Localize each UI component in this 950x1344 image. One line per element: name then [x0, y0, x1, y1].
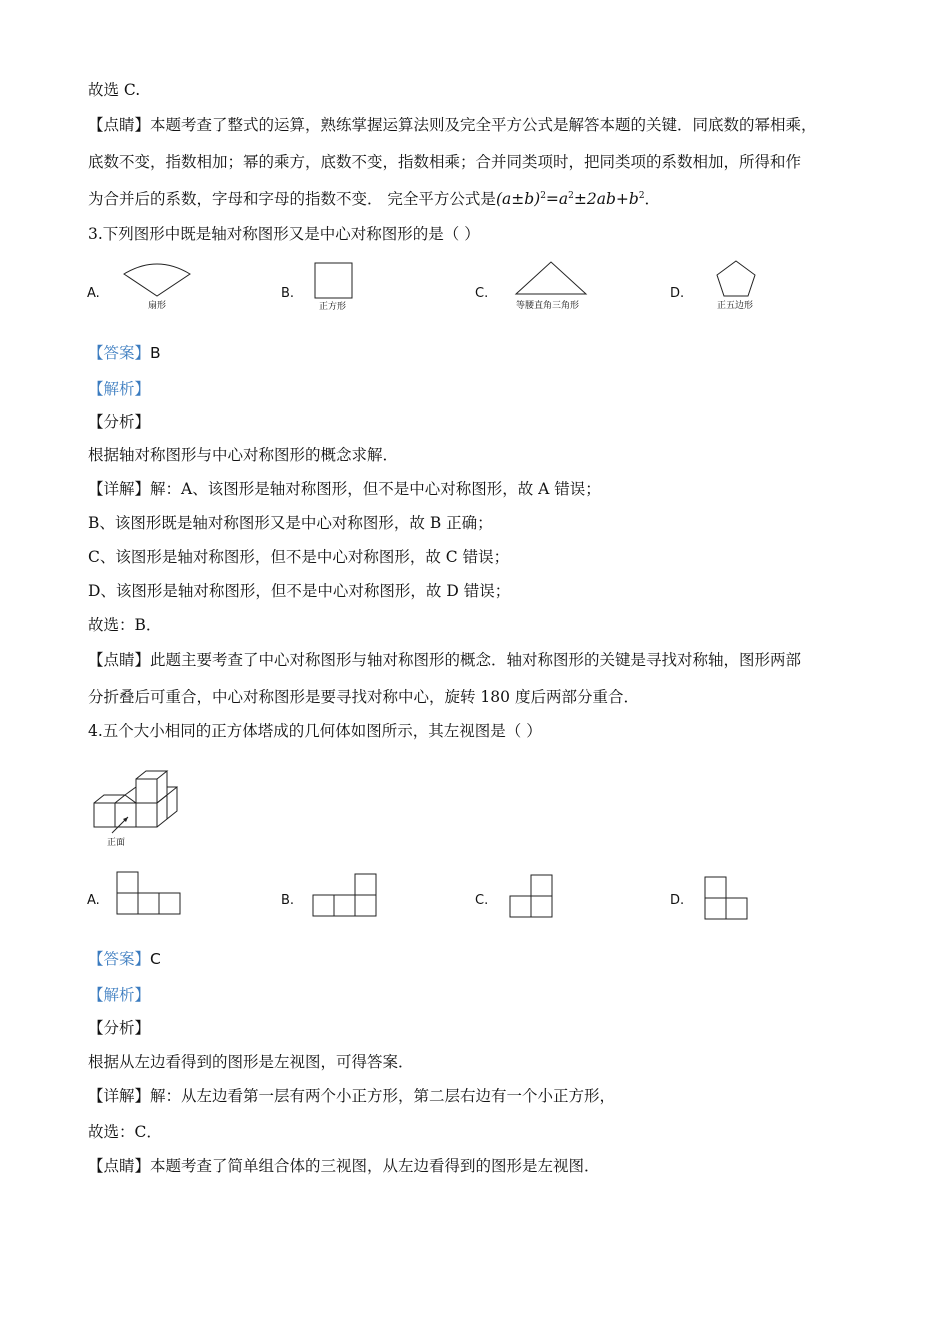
answer-3	[88, 343, 161, 363]
text-line: C、该图形是轴对称图形，但不是中心对称图形，故 C 错误；	[88, 548, 510, 566]
view-option-c	[509, 874, 557, 920]
formula-part: ±2ab+b	[573, 190, 639, 208]
exponent: 2	[568, 190, 574, 201]
text-segment: ．	[644, 190, 661, 208]
answer-4	[88, 949, 161, 969]
formula-line	[88, 189, 660, 209]
text-line: 【点睛】本题考查了简单组合体的三视图，从左边看得到的图形是左视图．	[88, 1157, 600, 1175]
text-line: 【详解】解：A、该图形是轴对称图形，但不是中心对称图形，故 A 错误；	[88, 480, 601, 498]
cube-stack-figure	[90, 765, 185, 837]
text-line: 故选：C．	[88, 1123, 162, 1141]
option-d-label: D.	[670, 893, 685, 908]
triangle-figure	[514, 260, 588, 296]
view-option-d	[704, 876, 752, 922]
question-3-title: 3.下列图形中既是轴对称图形又是中心对称图形的是（ ）	[88, 225, 480, 243]
text-segment: 为合并后的系数，字母和字母的指数不变． 完全平方公式是	[88, 190, 496, 208]
text-line: 故选 C.	[88, 81, 141, 99]
text-line: 【点睛】此题主要考查了中心对称图形与轴对称图形的概念．轴对称图形的关键是寻找对称轴，图形两部	[88, 651, 802, 669]
option-d-caption: 正五边形	[717, 301, 754, 311]
front-caption: 正面	[107, 838, 126, 848]
square-figure	[314, 262, 354, 300]
section-heading: 【分析】	[88, 1019, 151, 1037]
option-c-label: C.	[475, 893, 489, 908]
text-line: 分折叠后可重合，中心对称图形是要寻找对称中心，旋转 180 度后两部分重合．	[88, 688, 639, 706]
option-d-label: D.	[670, 286, 685, 301]
option-b-caption: 正方形	[319, 302, 347, 312]
question-4-title: 4.五个大小相同的正方体塔成的几何体如图所示，其左视图是（ ）	[88, 722, 542, 740]
option-c-label: C.	[475, 286, 489, 301]
view-option-a	[116, 871, 184, 917]
text-line: 根据轴对称图形与中心对称图形的概念求解．	[88, 446, 399, 464]
exponent: 2	[540, 190, 546, 201]
option-a-label: A.	[87, 893, 100, 908]
answer-value: C	[150, 950, 161, 968]
sector-figure	[120, 262, 194, 298]
text-line: 【详解】解：从左边看第一层有两个小正方形，第二层右边有一个小正方形，	[88, 1087, 616, 1105]
text-line: 根据从左边看得到的图形是左视图，可得答案．	[88, 1053, 414, 1071]
formula-part: (a±b)	[495, 190, 541, 208]
section-heading: 【分析】	[88, 413, 151, 431]
option-c-caption: 等腰直角三角形	[516, 301, 580, 311]
view-option-b	[312, 873, 380, 919]
option-a-caption: 扇形	[148, 301, 167, 311]
text-line: 【点睛】本题考查了整式的运算，熟练掌握运算法则及完全平方公式是解答本题的关键．同底数的幂相乘，	[88, 116, 817, 134]
analysis-heading: 【解析】	[88, 380, 151, 398]
option-b-label: B.	[281, 893, 295, 908]
analysis-heading: 【解析】	[88, 986, 151, 1004]
answer-label: 【答案】	[88, 344, 151, 362]
exponent: 2	[638, 190, 645, 201]
formula-part: =a	[545, 190, 569, 208]
answer-label: 【答案】	[88, 950, 151, 968]
text-line: B、该图形既是轴对称图形又是中心对称图形，故 B 正确；	[88, 514, 493, 532]
pentagon-figure	[714, 259, 758, 299]
answer-value: B	[150, 344, 161, 362]
option-b-label: B.	[281, 286, 295, 301]
text-line: D、该图形是轴对称图形，但不是中心对称图形，故 D 错误；	[88, 582, 511, 600]
option-a-label: A.	[87, 286, 100, 301]
text-line: 底数不变，指数相加；幂的乘方，底数不变，指数相乘；合并同类项时，把同类项的系数相加，所得和作	[88, 153, 802, 171]
text-line: 故选：B．	[88, 616, 162, 634]
